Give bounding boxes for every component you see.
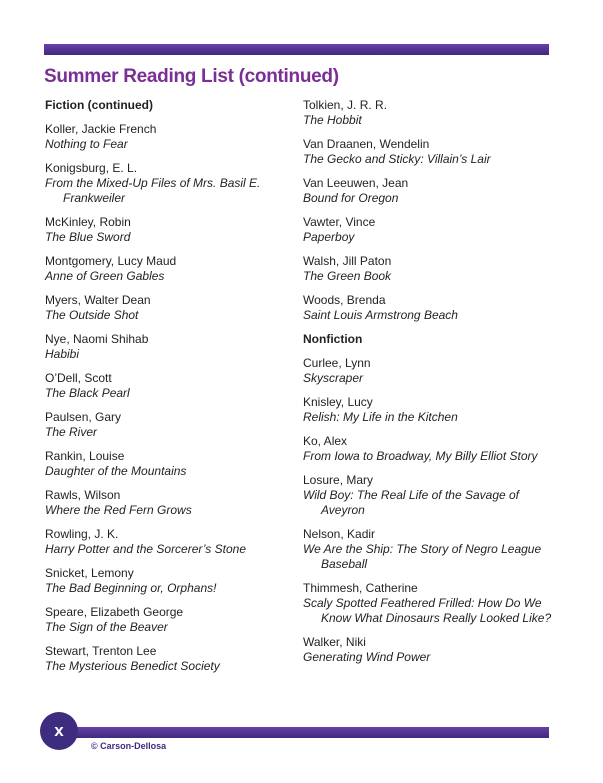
- author: Rowling, J. K.: [45, 527, 119, 541]
- list-item: [303, 137, 563, 167]
- book-title: The Gecko and Sticky: Villain’s Lair: [303, 152, 491, 166]
- author: Konigsburg, E. L.: [45, 161, 138, 175]
- book-title: Harry Potter and the Sorcerer’s Stone: [45, 542, 246, 556]
- author: Ko, Alex: [303, 434, 348, 448]
- page-number-badge: x: [40, 712, 78, 750]
- list-item: [45, 254, 305, 284]
- author: Stewart, Trenton Lee: [45, 644, 157, 658]
- author: Curlee, Lynn: [303, 356, 371, 370]
- list-item: [303, 176, 563, 206]
- author: Van Draanen, Wendelin: [303, 137, 430, 151]
- list-item: [45, 410, 305, 440]
- book-title: Generating Wind Power: [303, 650, 431, 664]
- book-title: Bound for Oregon: [303, 191, 399, 205]
- list-item: [45, 332, 305, 362]
- book-title: Skyscraper: [303, 371, 364, 385]
- book-title: We Are the Ship: The Story of Negro League Baseball: [303, 542, 542, 571]
- author: Tolkien, J. R. R.: [303, 98, 388, 112]
- book-title: Saint Louis Armstrong Beach: [303, 308, 458, 322]
- author: Myers, Walter Dean: [45, 293, 151, 307]
- footer-bar: [70, 727, 549, 738]
- book-title: The Hobbit: [303, 113, 362, 127]
- list-item: [303, 473, 563, 518]
- list-item: [45, 527, 305, 557]
- list-item: [45, 371, 305, 401]
- author: O’Dell, Scott: [45, 371, 112, 385]
- left-column: [45, 98, 305, 683]
- list-item: [45, 566, 305, 596]
- author: Van Leeuwen, Jean: [303, 176, 409, 190]
- list-item: [303, 254, 563, 284]
- book-title: Where the Red Fern Grows: [45, 503, 192, 517]
- book-title: From Iowa to Broadway, My Billy Elliot Story: [303, 449, 538, 463]
- author: Rawls, Wilson: [45, 488, 121, 502]
- copyright-text: © Carson-Dellosa: [91, 741, 167, 751]
- author: Speare, Elizabeth George: [45, 605, 184, 619]
- book-title: The Blue Sword: [45, 230, 131, 244]
- book-title: Nothing to Fear: [45, 137, 128, 151]
- author: Vawter, Vince: [303, 215, 376, 229]
- list-item: [303, 98, 563, 128]
- book-title: The Sign of the Beaver: [45, 620, 168, 634]
- author: Koller, Jackie French: [45, 122, 157, 136]
- author: Thimmesh, Catherine: [303, 581, 418, 595]
- book-title: The Green Book: [303, 269, 392, 283]
- book-title: Wild Boy: The Real Life of the Savage of Aveyron: [303, 488, 520, 517]
- list-item: [45, 605, 305, 635]
- list-item: [45, 215, 305, 245]
- nonfiction-heading: Nonfiction: [303, 332, 363, 346]
- author: Paulsen, Gary: [45, 410, 122, 424]
- header-bar: [44, 44, 549, 55]
- book-title: The Outside Shot: [45, 308, 139, 322]
- list-item: [45, 644, 305, 674]
- book-title: The Mysterious Benedict Society: [45, 659, 220, 673]
- list-item: [45, 449, 305, 479]
- list-item: [303, 581, 563, 626]
- author: Knisley, Lucy: [303, 395, 373, 409]
- list-item: [303, 434, 563, 464]
- author: Woods, Brenda: [303, 293, 386, 307]
- page-title: Summer Reading List (continued): [44, 66, 339, 87]
- list-item: [303, 527, 563, 572]
- list-item: [303, 215, 563, 245]
- author: Walsh, Jill Paton: [303, 254, 392, 268]
- list-item: [303, 635, 563, 665]
- right-column: [303, 98, 563, 674]
- list-item: [303, 395, 563, 425]
- author: McKinley, Robin: [45, 215, 131, 229]
- book-title: The Bad Beginning or, Orphans!: [45, 581, 217, 595]
- book-title: Paperboy: [303, 230, 355, 244]
- author: Montgomery, Lucy Maud: [45, 254, 177, 268]
- book-title: Anne of Green Gables: [45, 269, 165, 283]
- author: Snicket, Lemony: [45, 566, 134, 580]
- list-item: [45, 293, 305, 323]
- book-title: Daughter of the Mountains: [45, 464, 187, 478]
- list-item: [45, 122, 305, 152]
- book-title: From the Mixed-Up Files of Mrs. Basil E. Frankweiler: [45, 176, 261, 205]
- author: Nelson, Kadir: [303, 527, 376, 541]
- list-item: [303, 356, 563, 386]
- fiction-heading: Fiction (continued): [45, 98, 153, 112]
- author: Walker, Niki: [303, 635, 366, 649]
- author: Losure, Mary: [303, 473, 374, 487]
- book-title: The Black Pearl: [45, 386, 130, 400]
- author: Rankin, Louise: [45, 449, 125, 463]
- book-title: Scaly Spotted Feathered Frilled: How Do We Know What Dinosaurs Really Looked Like?: [303, 596, 552, 625]
- book-title: Habibi: [45, 347, 80, 361]
- list-item: [303, 293, 563, 323]
- list-item: [45, 488, 305, 518]
- list-item: [45, 161, 305, 206]
- book-title: The River: [45, 425, 98, 439]
- book-title: Relish: My Life in the Kitchen: [303, 410, 458, 424]
- author: Nye, Naomi Shihab: [45, 332, 149, 346]
